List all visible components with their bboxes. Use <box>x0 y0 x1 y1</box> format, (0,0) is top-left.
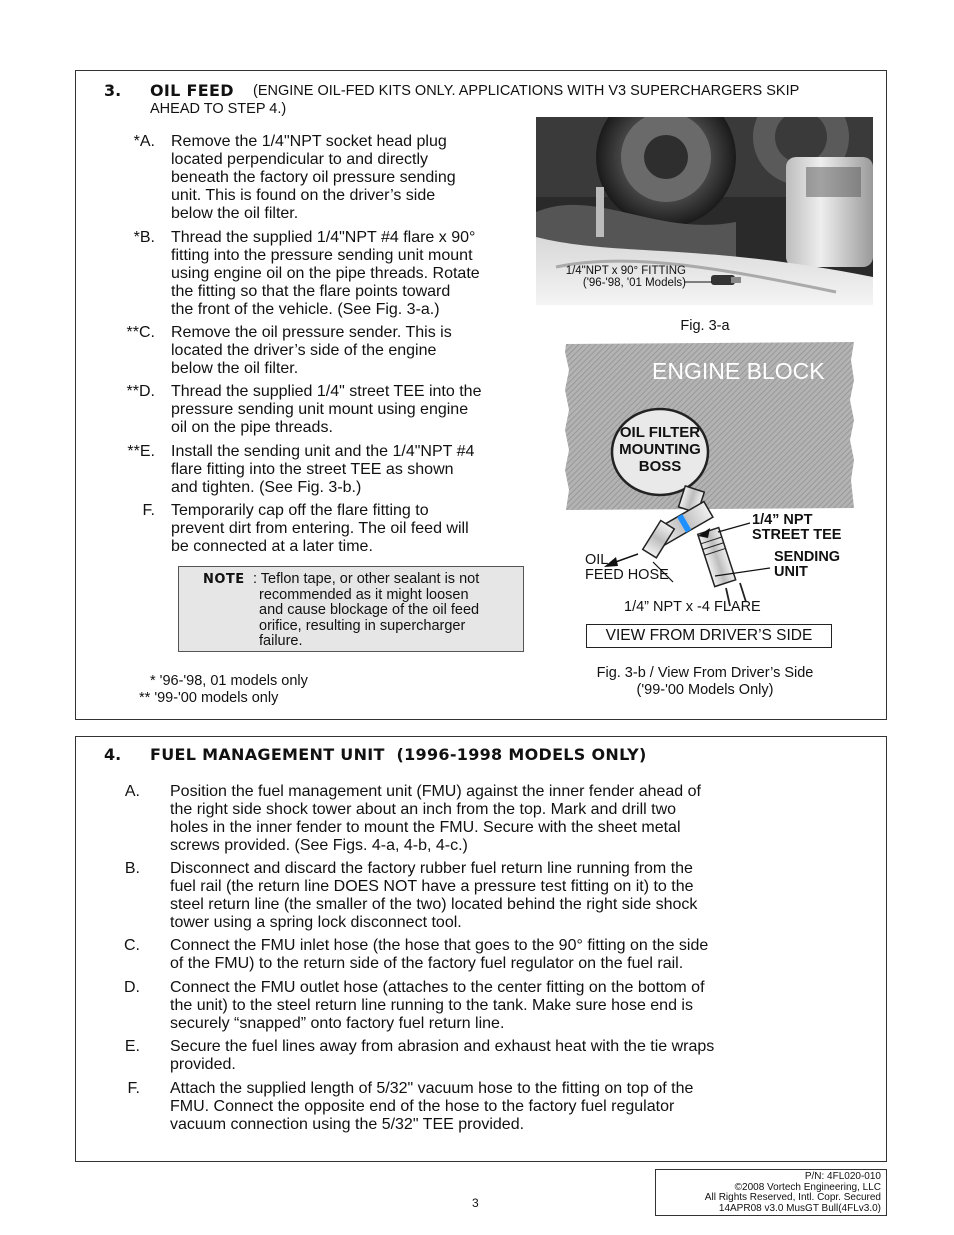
note-line: : Teflon tape, or other sealant is not <box>253 571 480 587</box>
step-line: below the oil filter. <box>171 360 299 377</box>
section-3-number: 3. <box>104 81 122 100</box>
section-3-subtitle-2: AHEAD TO STEP 4.) <box>150 101 287 117</box>
step-line: Disconnect and discard the factory rubber fuel return line running from the <box>170 860 693 877</box>
step-line: of the FMU) to the return side of the factory fuel regulator on the fuel rail. <box>170 955 684 972</box>
step-line: provided. <box>170 1056 236 1073</box>
step-line: Remove the 1/4"NPT socket head plug <box>171 133 447 150</box>
step-label: **D. <box>126 383 155 400</box>
note-line: orifice, resulting in supercharger <box>259 617 466 634</box>
view-from-drivers-side-box: VIEW FROM DRIVER’S SIDE <box>586 624 832 648</box>
step-line: tower using a spring lock disconnect tool. <box>170 914 462 931</box>
street-tee-line: STREET TEE <box>752 527 842 543</box>
step-line: prevent dirt from entering. The oil feed will <box>171 520 469 537</box>
step-line: Thread the supplied 1/4"NPT #4 flare x 90° <box>171 229 476 246</box>
step-label: **E. <box>127 443 155 460</box>
step-label: E. <box>124 1038 140 1055</box>
step-label: F. <box>142 502 155 519</box>
fig-3a-callout-line-2: ('96-'98, '01 Models) <box>582 277 686 289</box>
step-label: *A. <box>133 133 155 150</box>
step-line: fuel rail (the return line DOES NOT have a pressure test fitting on it) to the <box>170 878 694 895</box>
oil-filter-boss-label <box>610 424 710 475</box>
step-line: pressure sending unit mount using engine <box>171 401 469 418</box>
step-line: vacuum connection using the 5/32" TEE provided. <box>170 1116 525 1133</box>
step-line: located the driver’s side of the engine <box>171 342 437 359</box>
section-3-subtitle-1: (ENGINE OIL-FED KITS ONLY. APPLICATIONS WITH V3 SUPERCHARGERS SKIP <box>253 83 800 99</box>
step-line: fitting into the pressure sending unit mount <box>171 247 473 264</box>
step-label: F. <box>127 1080 140 1097</box>
step-line: Position the fuel management unit (FMU) against the inner fender ahead of <box>170 783 701 800</box>
step-label: B. <box>124 860 140 877</box>
footer-line: 14APR08 v3.0 MusGT Bull(4FLv3.0) <box>718 1202 881 1214</box>
step-line: Attach the supplied length of 5/32" vacuum hose to the fitting on top of the <box>170 1080 694 1097</box>
step-label: **C. <box>126 324 155 341</box>
fig-3b-caption-1: Fig. 3-b / View From Driver’s Side <box>596 665 814 681</box>
footer-line: P/N: 4FL020-010 <box>804 1171 881 1182</box>
street-tee-label <box>752 513 841 543</box>
fig-3a-callout-line-1: 1/4"NPT x 90° FITTING <box>565 265 686 277</box>
engine-block-label: ENGINE BLOCK <box>652 358 825 384</box>
step-line: Thread the supplied 1/4" street TEE into the <box>171 383 482 400</box>
boss-line: BOSS <box>638 458 682 475</box>
step-line: below the oil filter. <box>171 205 299 222</box>
step-label: C. <box>124 937 140 954</box>
section-4-number: 4. <box>104 745 122 764</box>
note-box <box>178 566 524 652</box>
step-line: using engine oil on the pipe threads. Rotate <box>171 265 480 282</box>
step-line: the unit) to the steel return line running to the tank. Make sure hose end is <box>170 997 693 1014</box>
step-line: Connect the FMU outlet hose (attaches to the center fitting on the bottom of <box>170 979 705 996</box>
boss-line: MOUNTING <box>619 441 701 458</box>
step-line: Temporarily cap off the flare fitting to <box>171 502 429 519</box>
step-line: the right side shock tower about an inch from the top. Mark and drill two <box>170 801 677 818</box>
fig-3b-caption-2: ('99-'00 Models Only) <box>636 682 774 698</box>
fig-3a-callout-leader <box>684 276 714 288</box>
step-line: Install the sending unit and the 1/4"NPT #4 <box>171 443 475 460</box>
step-label: A. <box>124 783 140 800</box>
step-line: unit. This is found on the driver’s side <box>171 187 436 204</box>
page-number: 3 <box>472 1196 479 1210</box>
section-4-title: FUEL MANAGEMENT UNIT (1996-1998 MODELS ONLY) <box>150 745 647 764</box>
step-line: steel return line (the smaller of the two) located behind the right side shock <box>170 896 698 913</box>
note-line: recommended as it might loosen <box>259 586 469 603</box>
fig-3a-caption: Fig. 3-a <box>680 318 730 334</box>
step-line: Secure the fuel lines away from abrasion and exhaust heat with the tie wraps <box>170 1038 715 1055</box>
step-line: securely “snapped” onto factory fuel return line. <box>170 1015 505 1032</box>
step-label: D. <box>124 979 140 996</box>
flare-label: 1/4” NPT x -4 FLARE <box>624 599 761 615</box>
step-line: oil on the pipe threads. <box>171 419 333 436</box>
footer-line: All Rights Reserved, Intl. Copr. Secured <box>704 1192 881 1203</box>
oil-feed-hose-label <box>585 553 669 583</box>
oil-feed-hose-line: FEED HOSE <box>585 567 669 583</box>
sending-unit-label <box>774 550 840 580</box>
sending-unit-line: SENDING <box>774 549 841 565</box>
step-line: screws provided. (See Figs. 4-a, 4-b, 4-c.) <box>170 837 468 854</box>
footer-copyright-box <box>655 1169 887 1216</box>
footnote-2: ** '99-'00 models only <box>139 690 279 706</box>
step-line: FMU. Connect the opposite end of the hose to the factory fuel regulator <box>170 1098 675 1115</box>
note-line: and cause blockage of the oil feed <box>259 602 480 618</box>
step-line: the front of the vehicle. (See Fig. 3-a.) <box>171 301 440 318</box>
note-label: NOTE <box>203 572 245 587</box>
step-line: Remove the oil pressure sender. This is <box>171 324 452 341</box>
footer-line: ©2008 Vortech Engineering, LLC <box>734 1181 881 1193</box>
step-line: Connect the FMU inlet hose (the hose that goes to the 90° fitting on the side <box>170 937 709 954</box>
boss-line: OIL FILTER <box>619 424 701 441</box>
step-line: be connected at a later time. <box>171 538 373 555</box>
note-line: failure. <box>259 633 303 649</box>
step-line: located perpendicular to and directly <box>171 151 429 168</box>
step-line: beneath the factory oil pressure sending <box>171 169 456 186</box>
step-line: and tighten. (See Fig. 3-b.) <box>171 479 362 496</box>
step-line: the fitting so that the flare points toward <box>171 283 451 300</box>
section-3-title: OIL FEED <box>150 81 234 100</box>
footnote-1: * '96-'98, 01 models only <box>150 673 308 689</box>
step-label: *B. <box>133 229 155 246</box>
oil-feed-hose-line: OIL <box>585 552 609 568</box>
sending-unit-line: UNIT <box>774 564 808 580</box>
street-tee-line: 1/4” NPT <box>752 512 813 528</box>
step-line: flare fitting into the street TEE as shown <box>171 461 454 478</box>
step-line: holes in the inner fender to mount the FMU. Secure with the sheet metal <box>170 819 681 836</box>
